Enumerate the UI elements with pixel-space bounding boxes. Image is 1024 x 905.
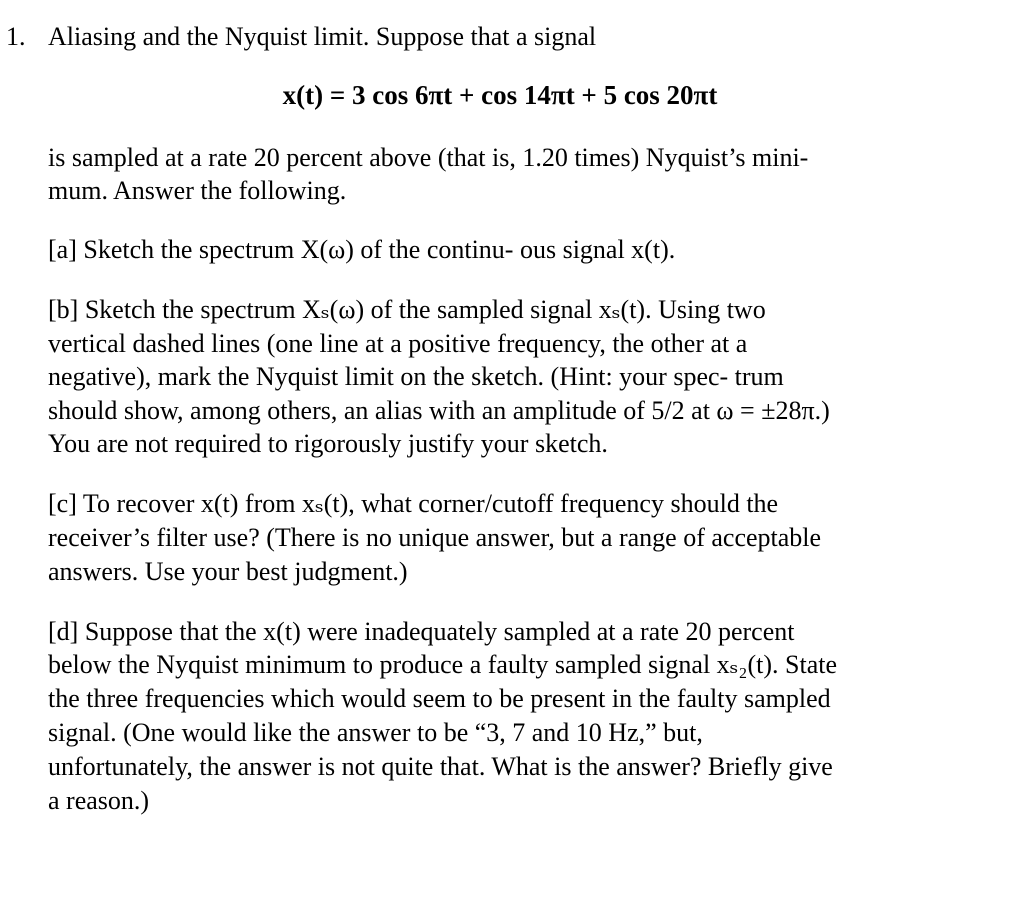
paragraph-line: mum. Answer the following. (48, 176, 347, 205)
signal-equation: x(t) = 3 cos 6πt + cos 14πt + 5 cos 20πt (282, 80, 718, 110)
part-d-line: a reason.) (48, 786, 150, 815)
part-c-line: receiver’s filter use? (There is no unique answer, but a range of acceptable (48, 523, 822, 552)
problem-number: 1. (6, 22, 26, 51)
part-b-line: [b] Sketch the spectrum Xₛ(ω) of the sampled signal xₛ(t). Using two (48, 295, 766, 324)
part-a-text: [a] Sketch the spectrum X(ω) of the continu- ous signal x(t). (48, 235, 676, 264)
part-d-line: signal. (One would like the answer to be “3, 7 and 10 Hz,” but, (48, 718, 703, 747)
part-d-line: [d] Suppose that the x(t) were inadequately sampled at a rate 20 percent (48, 617, 795, 646)
part-d-line: the three frequencies which would seem to be present in the faulty sampled (48, 684, 831, 713)
part-c-line: [c] To recover x(t) from xₛ(t), what corner/cutoff frequency should the (48, 489, 779, 518)
part-c-line: answers. Use your best judgment.) (48, 557, 408, 586)
paragraph-line: is sampled at a rate 20 percent above (that is, 1.20 times) Nyquist’s mini- (48, 143, 809, 172)
part-b-line: vertical dashed lines (one line at a positive frequency, the other at a (48, 329, 748, 358)
part-d-line: unfortunately, the answer is not quite that. What is the answer? Briefly give (48, 752, 833, 781)
part-b-line: You are not required to rigorously justify your sketch. (48, 429, 608, 458)
problem-intro: Aliasing and the Nyquist limit. Suppose that a signal (48, 22, 597, 51)
part-b-line: should show, among others, an alias with an amplitude of 5/2 at ω = ±28π.) (48, 396, 830, 425)
part-b-line: negative), mark the Nyquist limit on the sketch. (Hint: your spec- trum (48, 362, 784, 391)
part-d-line: below the Nyquist minimum to produce a faulty sampled signal xₛ₂(t). State (48, 650, 838, 679)
